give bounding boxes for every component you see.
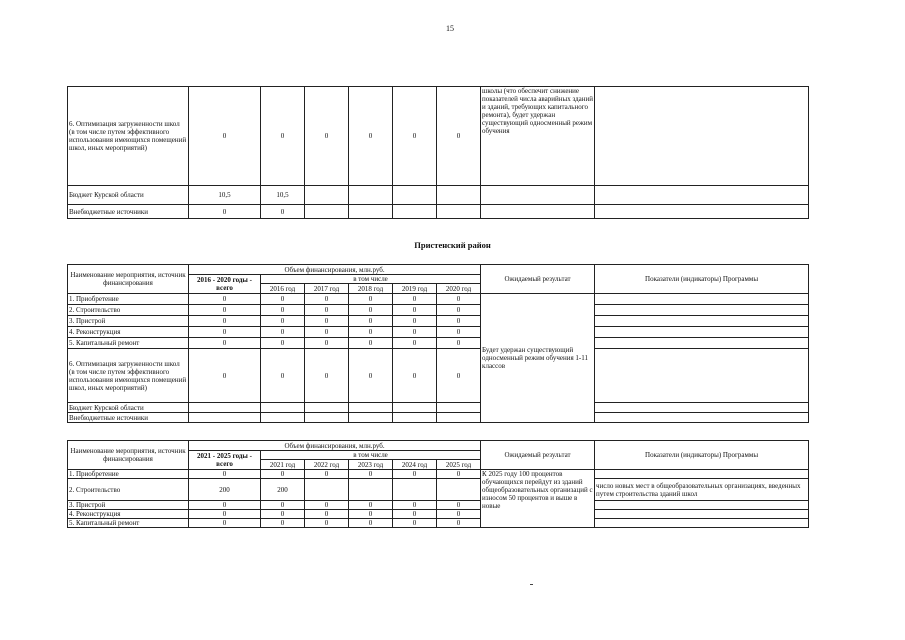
row-name: 4. Реконструкция — [68, 510, 189, 519]
indicator-cell — [595, 413, 809, 423]
indicator-cell — [595, 519, 809, 528]
cell-year: 0 — [437, 316, 481, 327]
header-including: в том числе — [261, 275, 481, 284]
indicator-cell — [595, 501, 809, 510]
cell-total: 0 — [189, 519, 261, 528]
row-name: 1. Приобретение — [68, 470, 189, 479]
header-total: 2016 - 2020 годы - всего — [189, 275, 261, 294]
cell-year — [437, 186, 481, 205]
pristensky-table-2016-2020 — [67, 264, 809, 423]
cell-year — [393, 479, 437, 501]
row-name: Бюджет Курской области — [68, 186, 189, 205]
cell-year — [437, 403, 481, 413]
cell-year: 0 — [393, 501, 437, 510]
cell-year: 0 — [305, 327, 349, 338]
cell-year: 0 — [305, 470, 349, 479]
cell-year: 0 — [349, 294, 393, 305]
cell-year — [437, 413, 481, 423]
cell-year: 0 — [261, 519, 305, 528]
cell-year: 0 — [393, 349, 437, 403]
cell-year: 0 — [261, 294, 305, 305]
expected-result: К 2025 году 100 процентов обучающихся перейдут из зданий общеобразовательных организаций с износом 50 процентов и выше в новые — [481, 470, 595, 528]
cell-year — [393, 186, 437, 205]
header-year: 2022 год — [305, 460, 349, 470]
cell-year: 0 — [437, 510, 481, 519]
header-total: 2021 - 2025 годы - всего — [189, 451, 261, 470]
cell-year — [305, 479, 349, 501]
cell-year: 0 — [437, 294, 481, 305]
expected-result — [481, 186, 595, 205]
cell-year: 0 — [437, 87, 481, 186]
cell-year — [393, 403, 437, 413]
row-name: 3. Пристрой — [68, 316, 189, 327]
cell-year: 0 — [349, 510, 393, 519]
cell-year: 0 — [261, 501, 305, 510]
pristensky-table-2021-2025 — [67, 440, 809, 528]
indicator-cell — [595, 510, 809, 519]
header-volume: Объем финансирования, млн.руб. — [189, 265, 481, 275]
cell-year — [349, 186, 393, 205]
cell-year: 200 — [261, 479, 305, 501]
cell-year: 0 — [261, 349, 305, 403]
row-name: 5. Капитальный ремонт — [68, 338, 189, 349]
header-result: Ожидаемый результат — [481, 265, 595, 294]
expected-result — [481, 205, 595, 219]
header-indicators: Показатели (индикаторы) Программы — [595, 441, 809, 470]
cell-year: 0 — [261, 316, 305, 327]
header-name: Наименование мероприятия, источник финансирования — [68, 441, 189, 470]
row-name: Внебюджетные источники — [68, 413, 189, 423]
cell-year: 0 — [305, 349, 349, 403]
header-year: 2016 год — [261, 284, 305, 294]
cell-year — [437, 205, 481, 219]
page-number: 15 — [446, 24, 454, 33]
indicator-cell — [595, 186, 809, 205]
cell-total — [189, 403, 261, 413]
cell-year — [349, 413, 393, 423]
expected-result: Будет удержан существующий односменный режим обучения 1-11 классов — [481, 294, 595, 423]
header-year: 2023 год — [349, 460, 393, 470]
row-name: 2. Строительство — [68, 479, 189, 501]
cell-total: 0 — [189, 205, 261, 219]
row-name: 1. Приобретение — [68, 294, 189, 305]
cell-year: 0 — [305, 338, 349, 349]
cell-year: 0 — [349, 338, 393, 349]
row-name: 3. Пристрой — [68, 501, 189, 510]
cell-year — [349, 479, 393, 501]
continuation-table — [67, 86, 809, 219]
cell-total: 0 — [189, 327, 261, 338]
row-name: 5. Капитальный ремонт — [68, 519, 189, 528]
indicator-cell — [595, 470, 809, 479]
cell-year: 0 — [393, 327, 437, 338]
cell-year: 0 — [349, 316, 393, 327]
cell-year: 0 — [437, 305, 481, 316]
header-indicators: Показатели (индикаторы) Программы — [595, 265, 809, 294]
header-year: 2017 год — [305, 284, 349, 294]
indicator-cell — [595, 338, 809, 349]
cell-year: 0 — [305, 316, 349, 327]
cell-year: 0 — [437, 470, 481, 479]
cell-year: 0 — [349, 470, 393, 479]
cell-year: 0 — [437, 519, 481, 528]
cell-total: 0 — [189, 305, 261, 316]
cell-year: 0 — [393, 470, 437, 479]
header-year: 2019 год — [393, 284, 437, 294]
cell-year: 0 — [305, 305, 349, 316]
indicator-cell — [595, 349, 809, 403]
row-name: 2. Строительство — [68, 305, 189, 316]
row-name: Внебюджетные источники — [68, 205, 189, 219]
indicator-cell — [595, 87, 809, 186]
section-title: Пристенский район — [414, 240, 491, 250]
cell-total: 10,5 — [189, 186, 261, 205]
header-year: 2021 год — [261, 460, 305, 470]
cell-year — [305, 205, 349, 219]
cell-year: 0 — [393, 338, 437, 349]
indicator-cell — [595, 305, 809, 316]
cell-year: 0 — [393, 305, 437, 316]
cell-year: 0 — [437, 338, 481, 349]
cell-total — [189, 413, 261, 423]
row-name: 6. Оптимизация загруженности школ (в том числе путем эффективного использования имеющихся помещений школ, иных мероприятий) — [68, 87, 189, 186]
header-result: Ожидаемый результат — [481, 441, 595, 470]
cell-year: 0 — [349, 501, 393, 510]
header-year: 2025 год — [437, 460, 481, 470]
header-name: Наименование мероприятия, источник финансирования — [68, 265, 189, 294]
cell-total: 200 — [189, 479, 261, 501]
scan-mark — [530, 584, 533, 585]
cell-year: 0 — [437, 327, 481, 338]
cell-total: 0 — [189, 510, 261, 519]
cell-year — [261, 403, 305, 413]
cell-year: 0 — [393, 316, 437, 327]
cell-year — [393, 413, 437, 423]
header-year: 2020 год — [437, 284, 481, 294]
indicator-cell — [595, 316, 809, 327]
cell-year: 0 — [393, 294, 437, 305]
cell-year: 0 — [349, 87, 393, 186]
cell-year — [393, 205, 437, 219]
cell-year — [305, 186, 349, 205]
cell-year: 0 — [349, 519, 393, 528]
cell-year — [261, 413, 305, 423]
cell-year: 0 — [305, 510, 349, 519]
indicator-cell — [595, 403, 809, 413]
header-year: 2018 год — [349, 284, 393, 294]
cell-year: 0 — [393, 519, 437, 528]
indicator-cell — [595, 205, 809, 219]
cell-year: 0 — [261, 327, 305, 338]
cell-year: 0 — [349, 349, 393, 403]
cell-total: 0 — [189, 470, 261, 479]
cell-year — [349, 403, 393, 413]
indicator-cell — [595, 294, 809, 305]
header-volume: Объем финансирования, млн.руб. — [189, 441, 481, 451]
cell-year: 0 — [261, 87, 305, 186]
cell-total: 0 — [189, 294, 261, 305]
cell-total: 0 — [189, 87, 261, 186]
cell-year: 0 — [349, 327, 393, 338]
cell-year: 0 — [261, 470, 305, 479]
cell-year — [305, 413, 349, 423]
cell-year: 10,5 — [261, 186, 305, 205]
row-name: 6. Оптимизация загруженности школ (в том числе путем эффективного использования имеющихся помещений школ, иных мероприятий) — [68, 349, 189, 403]
cell-year: 0 — [305, 501, 349, 510]
cell-total: 0 — [189, 349, 261, 403]
cell-year — [349, 205, 393, 219]
cell-year: 0 — [393, 87, 437, 186]
cell-year: 0 — [261, 205, 305, 219]
cell-year: 0 — [261, 510, 305, 519]
cell-year: 0 — [437, 349, 481, 403]
row-name: 4. Реконструкция — [68, 327, 189, 338]
cell-year: 0 — [261, 305, 305, 316]
indicator-cell: число новых мест в общеобразовательных организациях, введенных путем строительства зданий школ — [595, 479, 809, 501]
row-name: Бюджет Курской области — [68, 403, 189, 413]
cell-total: 0 — [189, 338, 261, 349]
cell-year: 0 — [437, 501, 481, 510]
cell-year — [437, 479, 481, 501]
header-year: 2024 год — [393, 460, 437, 470]
cell-year: 0 — [393, 510, 437, 519]
indicator-cell — [595, 327, 809, 338]
cell-total: 0 — [189, 501, 261, 510]
cell-year: 0 — [305, 294, 349, 305]
cell-year: 0 — [261, 338, 305, 349]
expected-result: школы (что обеспечит снижение показателей числа аварийных зданий и зданий, требующих капитального ремонта), будет удержан существующий односменный режим обучения — [481, 87, 595, 186]
cell-year — [305, 403, 349, 413]
cell-year: 0 — [349, 305, 393, 316]
cell-year: 0 — [305, 87, 349, 186]
header-including: в том числе — [261, 451, 481, 460]
cell-total: 0 — [189, 316, 261, 327]
cell-year: 0 — [305, 519, 349, 528]
